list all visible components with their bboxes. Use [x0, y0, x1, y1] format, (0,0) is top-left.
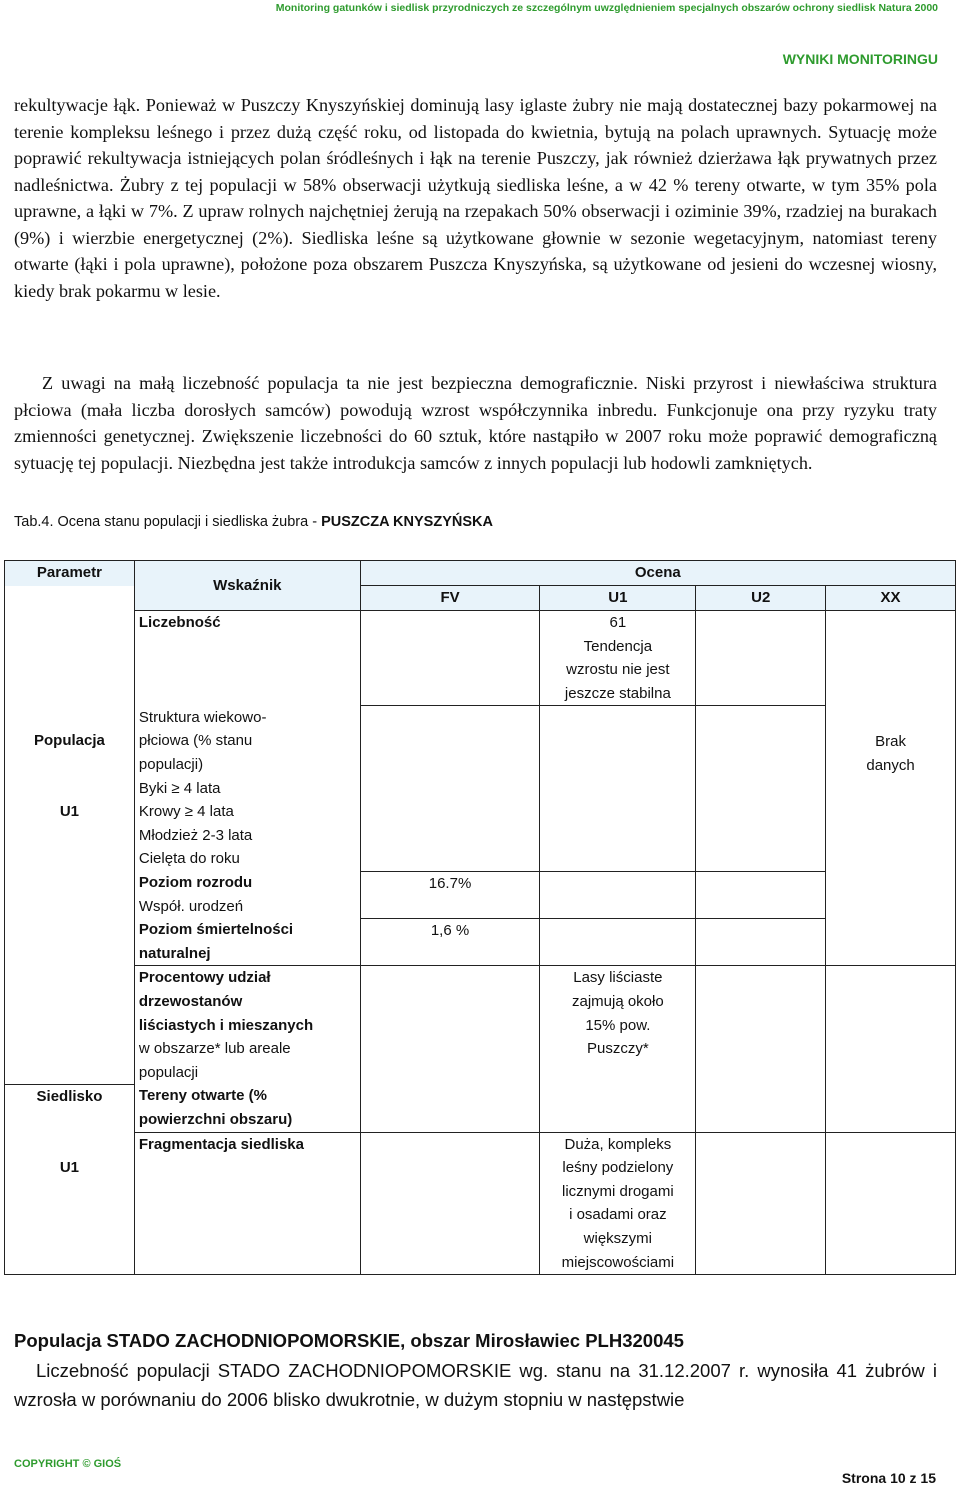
liczebnosc-fv — [360, 611, 540, 706]
drzewostanow-u2 — [696, 966, 826, 1132]
siedlisko-cell — [5, 1084, 135, 1274]
table-row — [5, 966, 956, 1084]
struktura-u1 — [540, 706, 696, 871]
footer-page-number: Strona 10 z 15 — [841, 1470, 936, 1486]
footer-copyright: COPYRIGHT © GIOŚ — [14, 1458, 122, 1470]
drzewostanow-u1: Lasy liściaste zajmują około 15% pow. Puszczy* — [540, 966, 696, 1132]
liczebnosc-u2 — [696, 611, 826, 706]
fragmentacja-u1: Duża, kompleks leśny podzielony licznymi drogami i osadami oraz większymi miejscowościami — [540, 1132, 696, 1275]
populacja-cell — [5, 611, 135, 1085]
drzewostanow-label-sub: w obszarze* lub areale populacji — [138, 1040, 291, 1081]
assessment-table — [4, 560, 956, 1275]
smiertelnosci-fv: 1,6 % — [360, 918, 540, 966]
otwarte-label-bold: Tereny otwarte (% powierzchni obszaru) — [138, 1087, 293, 1128]
smiertelnosci-u1 — [540, 918, 696, 966]
drzewostanow-xx — [826, 966, 956, 1132]
drzewostanow-fv — [360, 966, 540, 1132]
document-header-subtitle: WYNIKI MONITORINGU — [782, 51, 938, 67]
section-paragraph: Liczebność populacji STADO ZACHODNIOPOMORSKIE wg. stanu na 31.12.2007 r. wynosiła 41 żubrów i wzrosła w porównaniu do 2006 blisko dwukrotnie, w dużym stopniu w następstwie — [14, 1360, 937, 1410]
fragmentacja-u2 — [696, 1132, 826, 1275]
rozrodu-label-sub: Współ. urodzeń — [138, 897, 244, 915]
header-ocena: Ocena — [360, 561, 955, 586]
siedlisko-label: Siedlisko — [36, 1087, 103, 1105]
struktura-u2 — [696, 706, 826, 871]
section-heading: Populacja STADO ZACHODNIOPOMORSKIE, obszar Mirosławiec PLH320045 — [14, 1330, 684, 1351]
body-paragraph-1: rekultywacje łąk. Ponieważ w Puszczy Knyszyńskiej dominują lasy iglaste żubry nie mają dostatecznej bazy pokarmowej na terenie kompleksu leśnego i przez dużą część roku, od listopada do kwietnia, bytują na polach uprawnych. Sytuację może poprawić rekultywacja istniejących polan śródleśnych i łąk na terenie Puszczy, jak również dzierżawa łąk prywatnych przez nadleśnictwa. Żubry z tej populacji w 58% obserwacji użytkują siedliska leśne, a w 42 % tereny otwarte, w tym 35% pola uprawne, a łąki w 7%. Z upraw rolnych najchętniej żerują na rzepakach 50% obserwacji i oziminie 39%, rzadziej na burakach (9%) i wierzbie energetycznej (2%). Siedliska leśne są użytkowane głownie w sezonie wegetacyjnym, natomiast tereny otwarte (łąki i pola uprawne), położone poza obszarem Puszcza Knyszyńska, są użytkowane od jesieni do wczesnej wiosny, kiedy brak pokarmu w lesie. — [14, 95, 937, 301]
smiertelnosci-u2 — [696, 918, 826, 966]
document-header-title: Monitoring gatunków i siedlisk przyrodniczych ze szczególnym uwzględnieniem specjalnych obszarów ochrony siedlisk Natura 2000 — [275, 2, 938, 14]
struktura-xx: Brak danych — [826, 611, 956, 966]
fragmentacja-xx — [826, 1132, 956, 1275]
table-caption-bold: PUSZCZA KNYSZYŃSKA — [321, 514, 493, 530]
fragmentacja-label: Fragmentacja siedliska — [134, 1132, 360, 1275]
body-paragraph-2: Z uwagi na małą liczebność populacja ta nie jest bezpieczna demograficznie. Niski przyrost i niewłaściwa struktura płciowa (mała liczba dorosłych samców) powodują wzrost współczynnika inbredu. Funkcjonuje ona przy ryzyku traty zmienności genetycznej. Zwiększenie liczebności do 60 sztuk, które nastąpiło w 2007 roku może poprawić demograficzną sytuację tej populacji. Niezbędna jest także introdukcja samców z innych populacji lub hodowli zamkniętych. — [14, 373, 937, 473]
rozrodu-label — [134, 871, 360, 918]
rozrodu-u1 — [540, 871, 696, 918]
header-u2: U2 — [696, 586, 826, 611]
rozrodu-fv: 16.7% — [360, 871, 540, 918]
header-parametr: Parametr — [5, 561, 135, 586]
parametr-empty — [5, 586, 135, 611]
otwarte-label — [134, 1084, 360, 1132]
table-caption — [14, 514, 493, 530]
header-fv: FV — [360, 586, 540, 611]
siedlisko-grade: U1 — [59, 1159, 80, 1177]
liczebnosc-u1: 61 Tendencja wzrostu nie jest jeszcze stabilna — [540, 611, 696, 706]
table-row — [5, 1132, 956, 1275]
table-row — [5, 611, 956, 706]
rozrodu-label-bold: Poziom rozrodu — [138, 874, 253, 892]
fragmentacja-fv — [360, 1132, 540, 1275]
populacja-label: Populacja — [34, 731, 105, 749]
drzewostanow-label — [134, 966, 360, 1084]
table-row — [5, 918, 956, 966]
header-wskaznik: Wskaźnik — [134, 561, 360, 611]
liczebnosc-label: Liczebność — [134, 611, 360, 706]
table-row — [5, 706, 956, 871]
drzewostanow-label-bold: Procentowy udział drzewostanów liściastych i mieszanych — [138, 969, 314, 1034]
struktura-label: Struktura wiekowo- płciowa (% stanu populacji) Byki ≥ 4 lata Krowy ≥ 4 lata Młodzież 2-3 lata Cielęta do roku — [134, 706, 360, 871]
smiertelnosci-label: Poziom śmiertelności naturalnej — [134, 918, 360, 966]
rozrodu-u2 — [696, 871, 826, 918]
table-row — [5, 871, 956, 918]
struktura-fv — [360, 706, 540, 871]
table-caption-prefix: Tab.4. Ocena stanu populacji i siedliska żubra - — [14, 514, 322, 530]
populacja-grade: U1 — [59, 803, 80, 821]
table-header-row — [5, 561, 956, 586]
header-xx: XX — [826, 586, 956, 611]
header-u1: U1 — [540, 586, 696, 611]
